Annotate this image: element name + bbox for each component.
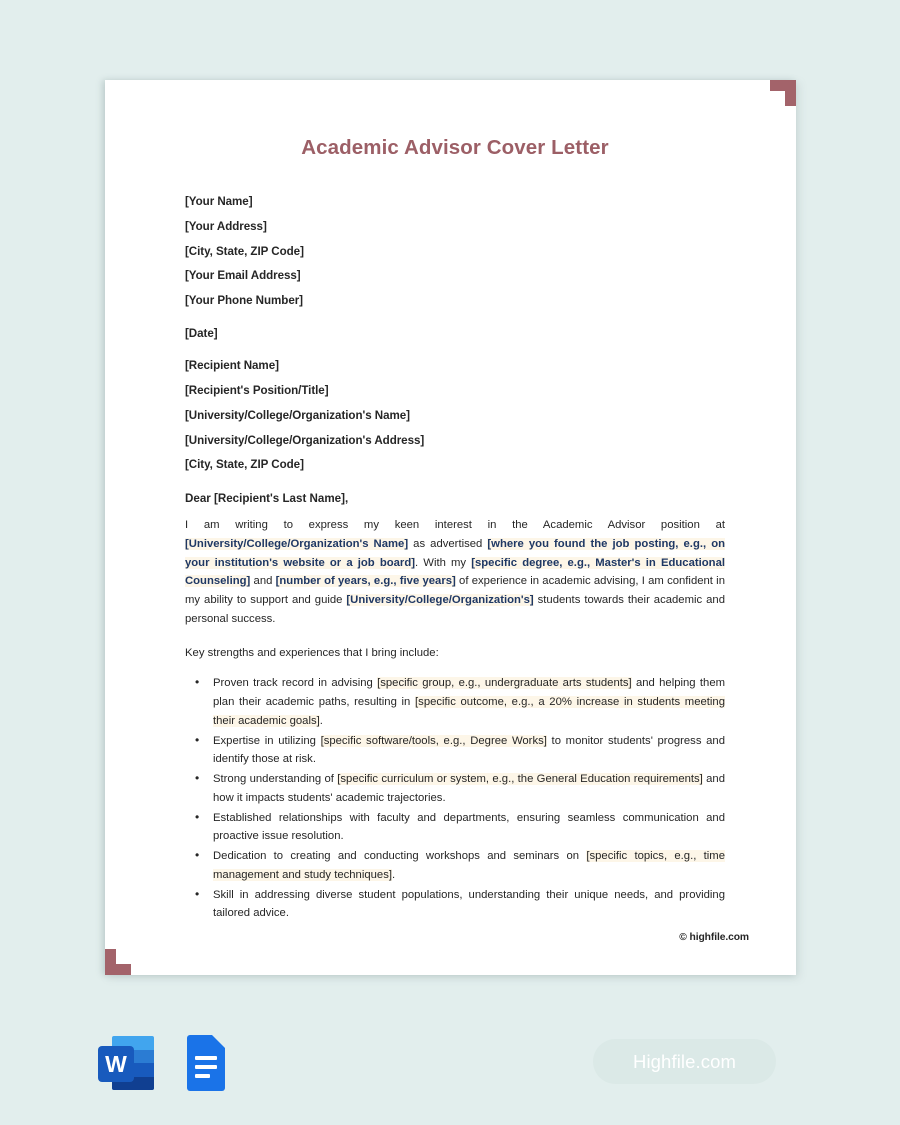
download-format-icons (96, 1032, 236, 1094)
bullet-text: Established relationships with faculty and departments, ensuring seamless communication and proactive issue resolution. (213, 811, 725, 843)
bullet-text: . (392, 868, 396, 881)
sender-line: [Your Phone Number] (185, 294, 303, 308)
list-item (185, 847, 725, 885)
key-strengths-intro: Key strengths and experiences that I bring include: (185, 646, 439, 659)
google-docs-icon[interactable] (174, 1032, 236, 1094)
recipient-line: [University/College/Organization's Name] (185, 408, 410, 422)
bullet-text: Expertise in utilizing (213, 734, 321, 747)
placeholder-field: [University/College/Organization's] (346, 594, 534, 607)
bullet-text: and how it impacts students' academic trajectories. (213, 773, 725, 804)
bullet-text: to monitor students' progress and identify those at risk. (213, 734, 725, 766)
sender-line: [City, State, ZIP Code] (185, 244, 304, 258)
placeholder-field: [where you found the job posting, e.g., on your institution's website or a job board] (185, 537, 726, 569)
bullet-text: Strong understanding of (213, 773, 338, 786)
corner-decoration-top-right (770, 80, 796, 106)
bullet-text: Proven track record in advising (213, 677, 378, 690)
list-item (185, 674, 725, 730)
placeholder-field: [specific curriculum or system, e.g., the General Education requirements] (337, 773, 703, 786)
word-letter-glyph: W (98, 1046, 134, 1082)
placeholder-field: [University/College/Organization's Name] (185, 537, 409, 550)
footer-copyright: © highfile.com (679, 932, 749, 943)
placeholder-field: [specific topics, e.g., time management and study techniques] (213, 850, 725, 881)
document-content (185, 136, 725, 924)
corner-decoration-bottom-left (105, 949, 131, 975)
key-strengths-list (185, 674, 725, 923)
document-page (105, 80, 796, 975)
para-text: students towards their academic and personal success. (185, 594, 725, 625)
placeholder-field: [specific outcome, e.g., a 20% increase in students meeting their academic goals] (213, 696, 725, 727)
sender-line: [Your Name] (185, 195, 253, 208)
placeholder-field: [specific degree, e.g., Master's in Educational Counseling] (185, 556, 725, 588)
para-text: I am writing to express my keen interest in the Academic Advisor position at (185, 519, 725, 532)
para-text: of experience in academic advising, I am confident in my ability to support and guide (185, 575, 725, 607)
salutation: Dear [Recipient's Last Name], (185, 492, 349, 506)
para-text: . With my (415, 556, 472, 569)
date-line: [Date] (185, 326, 218, 340)
placeholder-field: [specific software/tools, e.g., Degree Works] (320, 734, 547, 747)
para-text: as advertised (408, 537, 488, 550)
bottom-toolbar (0, 1020, 900, 1125)
placeholder-field: [number of years, e.g., five years] (275, 575, 456, 588)
sender-line: [Your Email Address] (185, 269, 301, 283)
para-text: and (250, 575, 276, 588)
highfile-brand-badge[interactable]: Highfile.com (593, 1039, 776, 1084)
list-item (185, 732, 725, 770)
recipient-line: [City, State, ZIP Code] (185, 458, 304, 472)
list-item (185, 886, 725, 924)
sender-address-block (185, 196, 725, 307)
recipient-address-block (185, 360, 725, 471)
recipient-line: [Recipient's Position/Title] (185, 384, 329, 398)
list-item (185, 770, 725, 808)
bullet-text: and helping them plan their academic paths, resulting in (213, 677, 726, 709)
bullet-text: Dedication to creating and conducting workshops and seminars on (213, 850, 587, 863)
bullet-text: . (319, 714, 323, 727)
microsoft-word-icon[interactable] (96, 1032, 158, 1094)
recipient-line: [Recipient Name] (185, 359, 279, 373)
bullet-text: Skill in addressing diverse student populations, understanding their unique needs, and providing tailored advice. (213, 888, 725, 920)
placeholder-field: [specific group, e.g., undergraduate arts students] (377, 677, 632, 690)
recipient-line: [University/College/Organization's Address] (185, 433, 425, 447)
list-item (185, 809, 725, 847)
sender-line: [Your Address] (185, 219, 267, 233)
page-title: Academic Advisor Cover Letter (301, 136, 609, 159)
intro-paragraph (185, 516, 725, 629)
